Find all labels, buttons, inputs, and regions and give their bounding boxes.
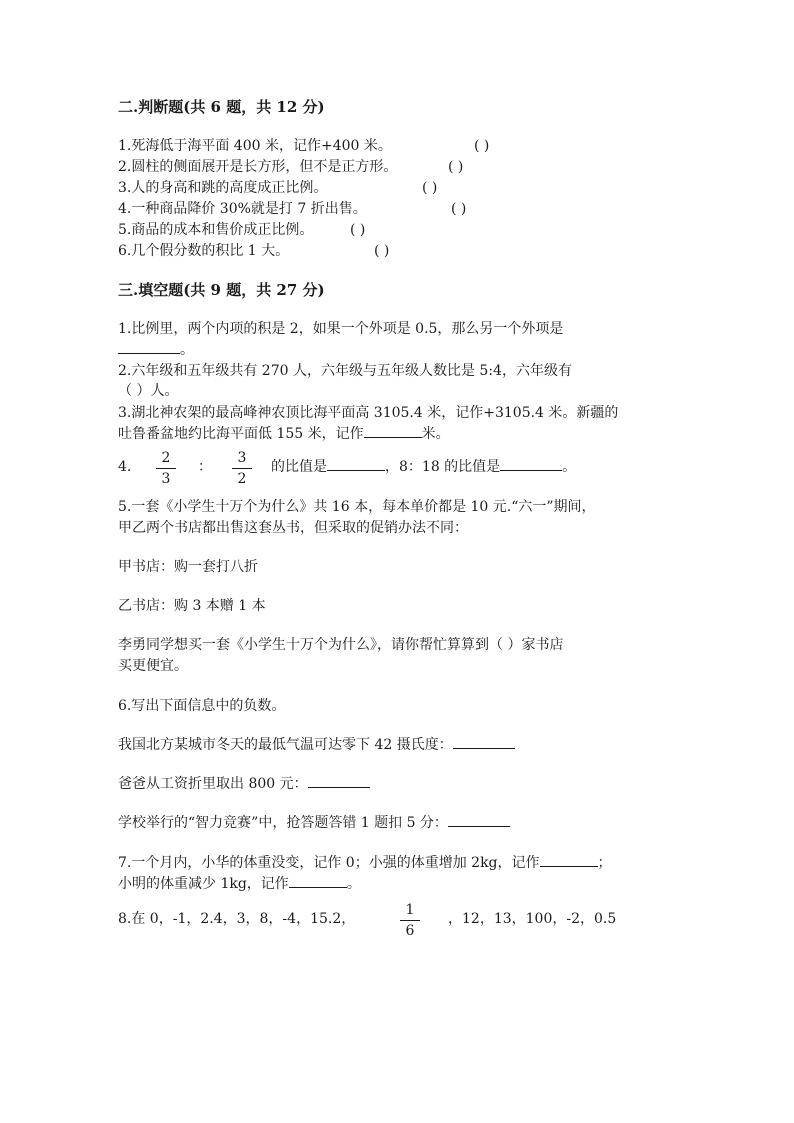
fill-q3-line2 [118, 425, 450, 443]
answer-parentheses[interactable]: ( ) [448, 159, 464, 175]
answer-blank[interactable] [364, 425, 422, 438]
answer-blank[interactable] [118, 341, 180, 354]
fill-q7-line1 [118, 854, 612, 872]
section-2-heading: 二.判断题(共 6 题，共 12 分) [118, 98, 325, 116]
judge-item-text: 1.死海低于海平面 400 米，记作+400 米。 [118, 138, 392, 154]
judge-item-5 [118, 221, 366, 239]
fill-q1-line2 [118, 341, 194, 359]
answer-blank[interactable] [448, 814, 510, 827]
fraction-one-sixth [400, 902, 420, 939]
fill-q8-start: 8.在 0，-1，2.4，3，8，-4，15.2， [118, 911, 356, 927]
judge-item-2 [118, 158, 464, 176]
fill-q5-line3: 李勇同学想买一套《小学生十万个为什么》，请你帮忙算算到（ ）家书店 [118, 637, 564, 653]
answer-blank[interactable] [327, 458, 385, 471]
fill-q5-store-b: 乙书店：购 3 本赠 1 本 [118, 598, 266, 614]
judge-item-1 [118, 137, 490, 155]
fraction-numerator: 2 [161, 450, 171, 466]
section-3-heading: 三.填空题(共 9 题，共 27 分) [118, 281, 325, 299]
fill-q3-line1: 3.湖北神农架的最高峰神农顶比海平面高 3105.4 米，记作+3105.4 米。新疆的 [118, 405, 619, 421]
answer-blank[interactable] [308, 775, 370, 788]
answer-blank[interactable] [500, 458, 562, 471]
answer-parentheses[interactable]: ( ) [474, 138, 490, 154]
judge-item-3 [118, 179, 438, 197]
answer-parentheses[interactable]: ( ) [350, 222, 366, 238]
fill-q6-c [118, 814, 510, 832]
judge-item-text: 4.一种商品降价 30%就是打 7 折出售。 [118, 201, 367, 217]
answer-blank[interactable] [540, 854, 598, 867]
fraction-three-halves [232, 450, 252, 487]
ratio-colon: ： [198, 459, 212, 475]
fill-q7-end: 。 [346, 876, 361, 892]
answer-parentheses[interactable]: ( ) [422, 180, 438, 196]
judge-item-text: 5.商品的成本和售价成正比例。 [118, 222, 314, 238]
fill-q5-line1: 5.一套《小学生十万个为什么》共 16 本，每本单价都是 10 元.“六一”期间， [118, 499, 596, 515]
fill-q3-text: 吐鲁番盆地约比海平面低 155 米，记作 [118, 426, 364, 442]
answer-blank[interactable] [289, 875, 347, 888]
fill-q1-end: 。 [180, 342, 194, 358]
fill-q5-store-a: 甲书店：购一套打八折 [118, 559, 258, 575]
answer-parentheses[interactable]: ( ) [451, 201, 467, 217]
answer-parentheses[interactable]: ( ) [374, 243, 390, 259]
fraction-denominator: 6 [405, 923, 415, 939]
fraction-denominator: 3 [161, 471, 171, 487]
judge-item-text: 3.人的身高和跳的高度成正比例。 [118, 180, 328, 196]
fill-q5-line4: 买更便宜。 [118, 658, 188, 674]
fill-q6-b [118, 775, 370, 793]
fraction-denominator: 2 [237, 471, 247, 487]
fill-q6-a-text: 我国北方某城市冬天的最低气温可达零下 42 摄氏度： [118, 737, 453, 753]
judge-item-6 [118, 242, 390, 260]
judge-item-text: 2.圆柱的侧面展开是长方形，但不是正方形。 [118, 159, 398, 175]
judge-item-text: 6.几个假分数的积比 1 大。 [118, 243, 290, 259]
fill-q6-c-text: 学校举行的“智力竞赛”中，抢答题答错 1 题扣 5 分： [118, 815, 448, 831]
fill-q4-end: 。 [562, 459, 577, 475]
fill-q6-title: 6.写出下面信息中的负数。 [118, 698, 286, 714]
fill-q3-unit: 米。 [421, 426, 450, 442]
judge-item-4 [118, 200, 467, 218]
fill-q4-prefix: 4. [118, 459, 132, 475]
fraction-two-thirds [156, 450, 176, 487]
fill-q7-text2: 小明的体重减少 1kg，记作 [118, 876, 289, 892]
fill-q1-line1: 1.比例里，两个内项的积是 2，如果一个外项是 0.5，那么另一个外项是 [118, 321, 564, 337]
fill-q7-text: 7.一个月内，小华的体重没变，记作 0；小强的体重增加 2kg，记作 [118, 855, 540, 871]
fill-q2-line2: （ ）人。 [118, 383, 179, 399]
fill-q8-end: ，12，13，100，-2，0.5 [448, 911, 617, 927]
fill-q4-line [271, 458, 576, 476]
fill-q7-line2 [118, 875, 361, 893]
answer-blank[interactable] [453, 736, 515, 749]
fraction-numerator: 3 [237, 450, 247, 466]
fill-q4-text2: ，8：18 的比值是 [385, 459, 501, 475]
fill-q7-sep: ； [597, 855, 612, 871]
fill-q2-line1: 2.六年级和五年级共有 270 人，六年级与五年级人数比是 5:4，六年级有 [118, 363, 572, 379]
fill-q6-a [118, 736, 515, 754]
fraction-numerator: 1 [405, 902, 415, 918]
fill-q4-text: 的比值是 [271, 459, 327, 475]
fill-q5-line2: 甲乙两个书店都出售这套丛书，但采取的促销办法不同： [118, 520, 468, 536]
fill-q6-b-text: 爸爸从工资折里取出 800 元： [118, 776, 308, 792]
